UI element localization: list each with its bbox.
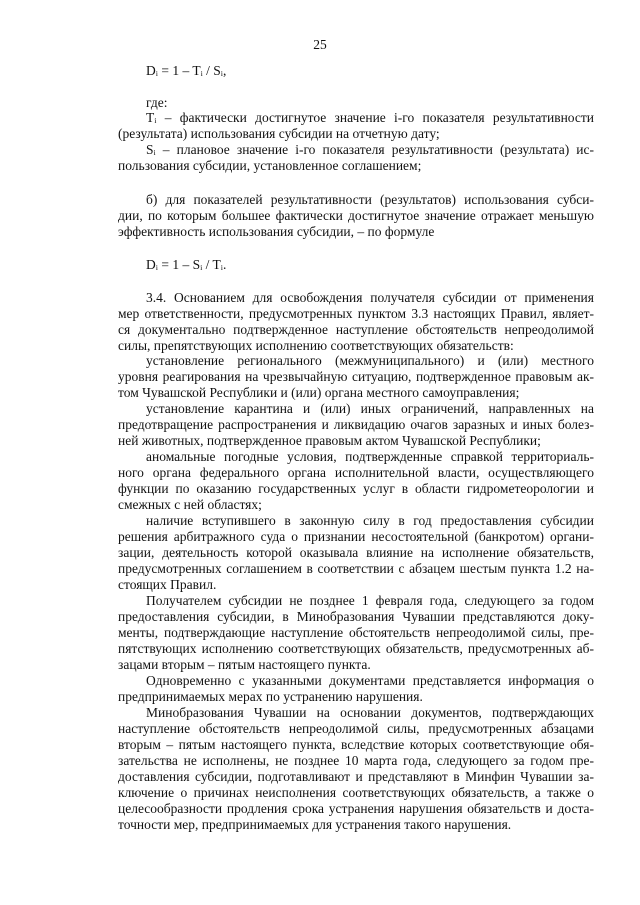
formula-1-line: Dᵢ = 1 – Tᵢ / Sᵢ, <box>146 63 227 78</box>
para-recipient-line: менты, подтверждающие наступление обстоятельств непреодолимой силы, пре- <box>118 625 594 640</box>
para-b-line: дии, по которым большее фактически достигнутое значение отражает меньшую <box>118 208 594 223</box>
para-ministry-line: целесообразности продления срока устранения нарушения обязательств и доста- <box>118 801 594 816</box>
para-recipient-line: предоставления субсидии, в Минобразования Чувашии представляются доку- <box>118 609 594 624</box>
item-3-line: аномальные погодные условия, подтвержденные справкой территориаль- <box>146 449 594 464</box>
para-ministry-line: зательства не исполнены, не позднее 10 марта года, следующего за годом пре- <box>118 753 594 768</box>
item-4-line: стоящих Правил. <box>118 577 217 592</box>
item-3-line: функции по оказанию государственных услуг в области гидрометеорологии и <box>118 481 594 496</box>
para-34-line: 3.4. Основанием для освобождения получателя субсидии от применения <box>146 290 594 305</box>
def-S-line: пользования субсидии, установленное соглашением; <box>118 158 422 173</box>
item-1-line: установление регионального (межмуниципального) и (или) местного <box>146 353 594 368</box>
item-3-line: ного органа федерального органа исполнительной власти, осуществляющего <box>118 465 594 480</box>
item-4-line: наличие вступившего в законную силу в год предоставления субсидии <box>146 513 594 528</box>
para-34-line: силы, препятствующих исполнению соответствующих обязательств: <box>118 338 514 353</box>
item-4-line: зации, деятельность которой оказывала влияние на исполнение обязательств, <box>118 545 594 560</box>
item-4-line: решения арбитражного суда о признании несостоятельной (банкротом) органи- <box>118 529 594 544</box>
para-b-line: б) для показателей результативности (результатов) использования субси- <box>146 192 594 207</box>
para-ministry-line: Минобразования Чувашии на основании документов, подтверждающих <box>146 705 594 720</box>
item-2-line: установление карантина и (или) иных ограничений, направленных на <box>146 401 594 416</box>
page-number: 25 <box>313 37 327 52</box>
def-T-line: Tᵢ – фактически достигнутое значение i-го показателя результативности <box>146 110 594 125</box>
item-3-line: смежных с ней областях; <box>118 497 262 512</box>
def-S-line: Sᵢ – плановое значение i-го показателя результативности (результата) ис- <box>146 142 594 157</box>
def-T-line: (результата) использования субсидии на отчетную дату; <box>118 126 440 141</box>
para-simultaneous-line: Одновременно с указанными документами представляется информация о <box>146 673 594 688</box>
item-4-line: предусмотренных соглашением в соответствии с абзацем шестым пункта 1.2 на- <box>118 561 594 576</box>
para-recipient-line: пятствующих исполнению соответствующих обязательств, предусмотренных аб- <box>118 641 594 656</box>
para-34-line: ся документально подтвержденное наступление обстоятельств непреодолимой <box>118 322 594 337</box>
item-1-line: том Чувашской Республики и (или) органа местного самоуправления; <box>118 385 520 400</box>
formula-2-line: Dᵢ = 1 – Sᵢ / Tᵢ. <box>146 257 227 272</box>
para-ministry-line: наступление обстоятельств непреодолимой силы, предусмотренных абзацами <box>118 721 594 736</box>
item-2-line: предотвращение распространения и ликвидацию очагов заразных и иных болез- <box>118 417 594 432</box>
para-b-line: эффективность использования субсидии, – по формуле <box>118 224 435 239</box>
para-ministry-line: доставления субсидии, подготавливают и представляют в Минфин Чувашии за- <box>118 769 594 784</box>
item-2-line: ней животных, подтвержденное правовым актом Чувашской Республики; <box>118 433 541 448</box>
where-line: где: <box>146 95 168 110</box>
para-34-line: мер ответственности, предусмотренных пунктом 3.3 настоящих Правил, являет- <box>118 306 594 321</box>
para-recipient-line: зацами вторым – пятым настоящего пункта. <box>118 657 371 672</box>
item-1-line: уровня реагирования на чрезвычайную ситуацию, подтвержденное правовым ак- <box>118 369 594 384</box>
para-recipient-line: Получателем субсидии не позднее 1 февраля года, следующего за годом <box>146 593 594 608</box>
para-simultaneous-line: предпринимаемых мерах по устранению нарушения. <box>118 689 423 704</box>
para-ministry-line: ключение о причинах неисполнения соответствующих обязательств, а также о <box>118 785 594 800</box>
para-ministry-line: точности мер, предпринимаемых для устранения такого нарушения. <box>118 817 512 832</box>
para-ministry-line: вторым – пятым настоящего пункта, вследствие которых соответствующие обя- <box>118 737 594 752</box>
